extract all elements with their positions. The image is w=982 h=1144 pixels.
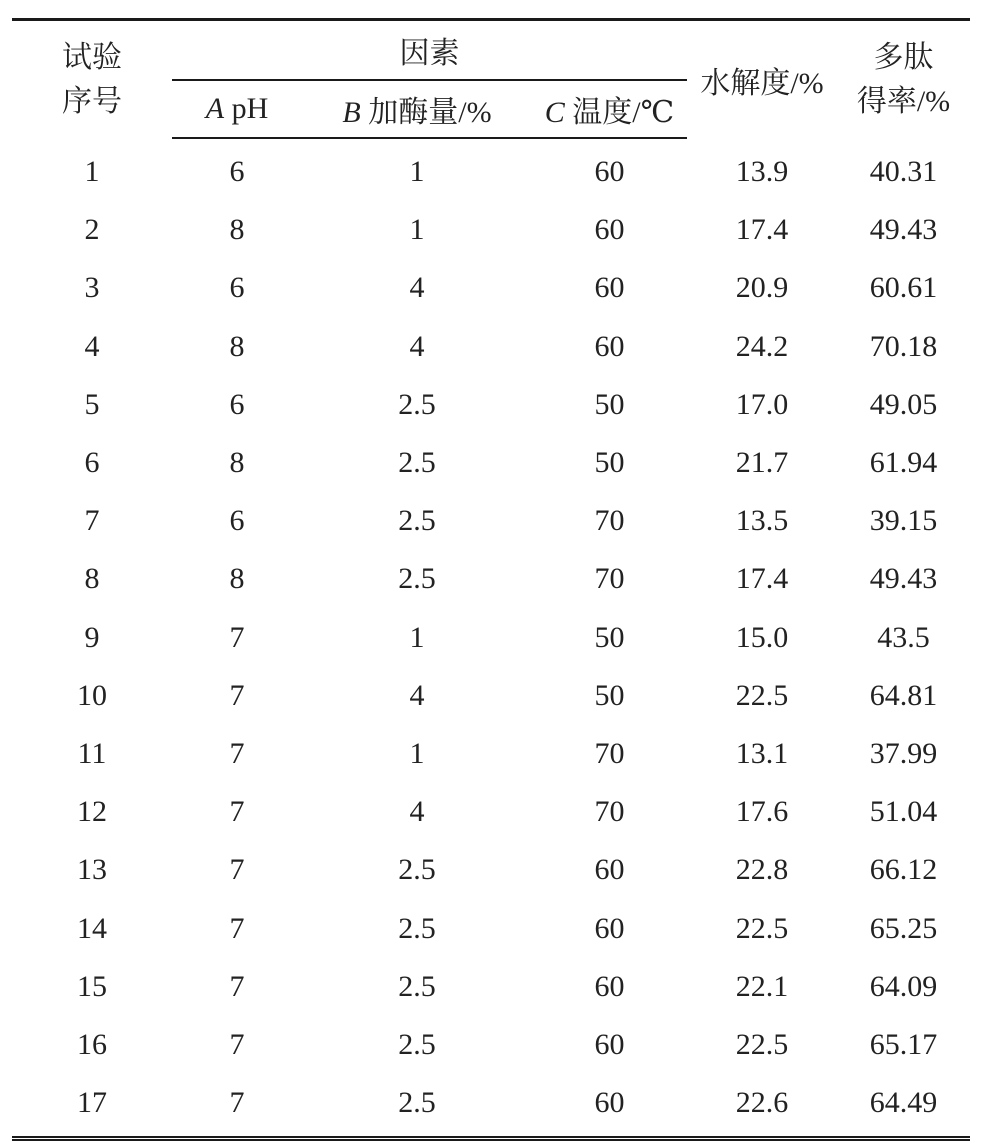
header-trial-no-line2: 序号 — [62, 84, 122, 118]
cell-temperature: 70 — [594, 795, 625, 829]
cell-ph: 7 — [229, 678, 245, 712]
table-row — [12, 259, 970, 317]
cell-hydrolysis-degree: 17.0 — [735, 387, 789, 421]
cell-temperature: 60 — [594, 853, 625, 887]
table-row — [12, 841, 970, 899]
cell-ph: 8 — [229, 213, 245, 247]
cell-temperature: 50 — [594, 678, 625, 712]
cell-enzyme-dose: 1 — [409, 620, 425, 654]
orthogonal-test-table — [12, 18, 970, 1141]
cell-hydrolysis-degree: 22.6 — [735, 1086, 789, 1120]
cell-ph: 8 — [229, 562, 245, 596]
cell-trial-no: 9 — [84, 620, 100, 654]
cell-peptide-yield: 49.05 — [869, 387, 938, 421]
cell-trial-no: 14 — [77, 911, 107, 945]
cell-temperature: 70 — [594, 504, 625, 538]
cell-peptide-yield: 60.61 — [869, 271, 938, 305]
cell-trial-no: 15 — [77, 969, 107, 1003]
cell-ph: 6 — [229, 155, 245, 189]
factor-c-label: 温度/℃ — [572, 96, 675, 129]
cell-trial-no: 16 — [77, 1027, 107, 1061]
cell-temperature: 60 — [594, 969, 625, 1003]
cell-hydrolysis-degree: 22.1 — [735, 969, 789, 1003]
header-factor-c — [532, 80, 687, 138]
cell-peptide-yield: 37.99 — [869, 736, 938, 770]
cell-peptide-yield: 65.17 — [869, 1027, 938, 1061]
cell-trial-no: 6 — [84, 446, 100, 480]
cell-enzyme-dose: 1 — [409, 736, 425, 770]
cell-temperature: 50 — [594, 620, 625, 654]
cell-ph: 6 — [229, 387, 245, 421]
cell-hydrolysis-degree: 17.4 — [735, 562, 789, 596]
cell-ph: 7 — [229, 969, 245, 1003]
table-row — [12, 492, 970, 550]
cell-hydrolysis-degree: 13.5 — [735, 504, 789, 538]
cell-enzyme-dose: 2.5 — [398, 969, 436, 1003]
cell-temperature: 60 — [594, 911, 625, 945]
cell-peptide-yield: 61.94 — [869, 446, 938, 480]
factor-b-label: 加酶量/% — [368, 96, 492, 129]
cell-peptide-yield: 70.18 — [869, 329, 938, 363]
cell-ph: 7 — [229, 795, 245, 829]
table-row — [12, 1016, 970, 1074]
cell-temperature: 60 — [594, 329, 625, 363]
factor-c-letter: C — [544, 96, 565, 129]
header-factors: 因素 — [172, 20, 687, 81]
cell-temperature: 60 — [594, 1027, 625, 1061]
table-row — [12, 783, 970, 841]
cell-trial-no: 10 — [77, 678, 107, 712]
cell-temperature: 70 — [594, 736, 625, 770]
header-trial-no — [12, 20, 172, 139]
header-peptide-line2: 得率/% — [856, 84, 951, 118]
header-trial-no-line1: 试验 — [62, 40, 122, 74]
cell-trial-no: 7 — [84, 504, 100, 538]
cell-temperature: 60 — [594, 1086, 625, 1120]
cell-ph: 8 — [229, 329, 245, 363]
cell-temperature: 60 — [594, 271, 625, 305]
cell-ph: 6 — [229, 504, 245, 538]
cell-hydrolysis-degree: 22.5 — [735, 911, 789, 945]
table-row — [12, 1074, 970, 1139]
cell-hydrolysis-degree: 24.2 — [735, 329, 789, 363]
table-row — [12, 725, 970, 783]
cell-hydrolysis-degree: 15.0 — [735, 620, 789, 654]
cell-peptide-yield: 64.09 — [869, 969, 938, 1003]
cell-peptide-yield: 40.31 — [869, 154, 938, 188]
cell-ph: 6 — [229, 271, 245, 305]
header-peptide-yield — [837, 20, 970, 139]
cell-hydrolysis-degree: 22.5 — [735, 678, 789, 712]
header-peptide-line1: 多肽 — [873, 40, 934, 74]
cell-ph: 7 — [229, 1027, 245, 1061]
cell-enzyme-dose: 2.5 — [398, 387, 436, 421]
cell-enzyme-dose: 2.5 — [398, 911, 436, 945]
cell-ph: 7 — [229, 853, 245, 887]
cell-trial-no: 2 — [84, 213, 100, 247]
header-hydrolysis: 水解度/% — [700, 66, 824, 100]
cell-hydrolysis-degree: 13.9 — [735, 154, 789, 188]
cell-trial-no: 13 — [77, 853, 107, 887]
cell-trial-no: 1 — [84, 154, 100, 188]
cell-enzyme-dose: 2.5 — [398, 446, 436, 480]
table-row — [12, 138, 970, 201]
cell-trial-no: 11 — [77, 736, 107, 770]
cell-trial-no: 17 — [77, 1086, 107, 1120]
table-row — [12, 434, 970, 492]
cell-ph: 7 — [229, 1086, 245, 1120]
cell-hydrolysis-degree: 17.4 — [735, 213, 789, 247]
cell-enzyme-dose: 4 — [409, 271, 425, 305]
cell-ph: 7 — [229, 911, 245, 945]
table-row — [12, 667, 970, 725]
cell-temperature: 60 — [594, 213, 625, 247]
cell-trial-no: 4 — [84, 329, 100, 363]
cell-peptide-yield: 64.49 — [869, 1086, 938, 1120]
cell-peptide-yield: 66.12 — [869, 853, 938, 887]
cell-enzyme-dose: 2.5 — [398, 1086, 436, 1120]
cell-peptide-yield: 49.43 — [869, 562, 938, 596]
cell-ph: 7 — [229, 736, 245, 770]
table-body — [12, 138, 970, 1139]
table-row — [12, 550, 970, 608]
cell-temperature: 50 — [594, 446, 625, 480]
table-row — [12, 318, 970, 376]
cell-trial-no: 3 — [84, 271, 100, 305]
cell-peptide-yield: 39.15 — [869, 504, 938, 538]
cell-hydrolysis-degree: 22.5 — [735, 1027, 789, 1061]
cell-hydrolysis-degree: 21.7 — [735, 446, 789, 480]
cell-peptide-yield: 43.5 — [877, 620, 930, 654]
cell-peptide-yield: 49.43 — [869, 213, 938, 247]
cell-hydrolysis-degree: 17.6 — [735, 795, 789, 829]
table-row — [12, 376, 970, 434]
table-row — [12, 958, 970, 1016]
cell-trial-no: 8 — [84, 562, 100, 596]
cell-temperature: 70 — [594, 562, 625, 596]
header-factor-a — [172, 80, 302, 138]
cell-enzyme-dose: 2.5 — [398, 1027, 436, 1061]
factor-a-letter: A — [205, 92, 225, 125]
cell-trial-no: 12 — [77, 795, 107, 829]
cell-enzyme-dose: 1 — [409, 155, 425, 189]
cell-ph: 7 — [229, 620, 245, 654]
cell-peptide-yield: 51.04 — [869, 795, 938, 829]
factor-b-letter: B — [342, 96, 361, 129]
cell-enzyme-dose: 2.5 — [398, 504, 436, 538]
cell-enzyme-dose: 1 — [409, 213, 425, 247]
factor-a-label: pH — [231, 92, 269, 125]
cell-peptide-yield: 64.81 — [869, 678, 938, 712]
cell-hydrolysis-degree: 13.1 — [735, 736, 789, 770]
results-table-container — [12, 18, 970, 1141]
cell-temperature: 60 — [594, 155, 625, 189]
cell-enzyme-dose: 4 — [409, 795, 425, 829]
cell-enzyme-dose: 2.5 — [398, 562, 436, 596]
header-factor-b — [302, 80, 532, 138]
cell-peptide-yield: 65.25 — [869, 911, 938, 945]
cell-enzyme-dose: 4 — [409, 329, 425, 363]
table-row — [12, 201, 970, 259]
cell-temperature: 50 — [594, 387, 625, 421]
header-row-1 — [12, 20, 970, 81]
cell-trial-no: 5 — [84, 387, 100, 421]
cell-hydrolysis-degree: 20.9 — [735, 271, 789, 305]
cell-enzyme-dose: 4 — [409, 678, 425, 712]
cell-hydrolysis-degree: 22.8 — [735, 853, 789, 887]
table-row — [12, 609, 970, 667]
table-row — [12, 899, 970, 957]
cell-ph: 8 — [229, 446, 245, 480]
cell-enzyme-dose: 2.5 — [398, 853, 436, 887]
